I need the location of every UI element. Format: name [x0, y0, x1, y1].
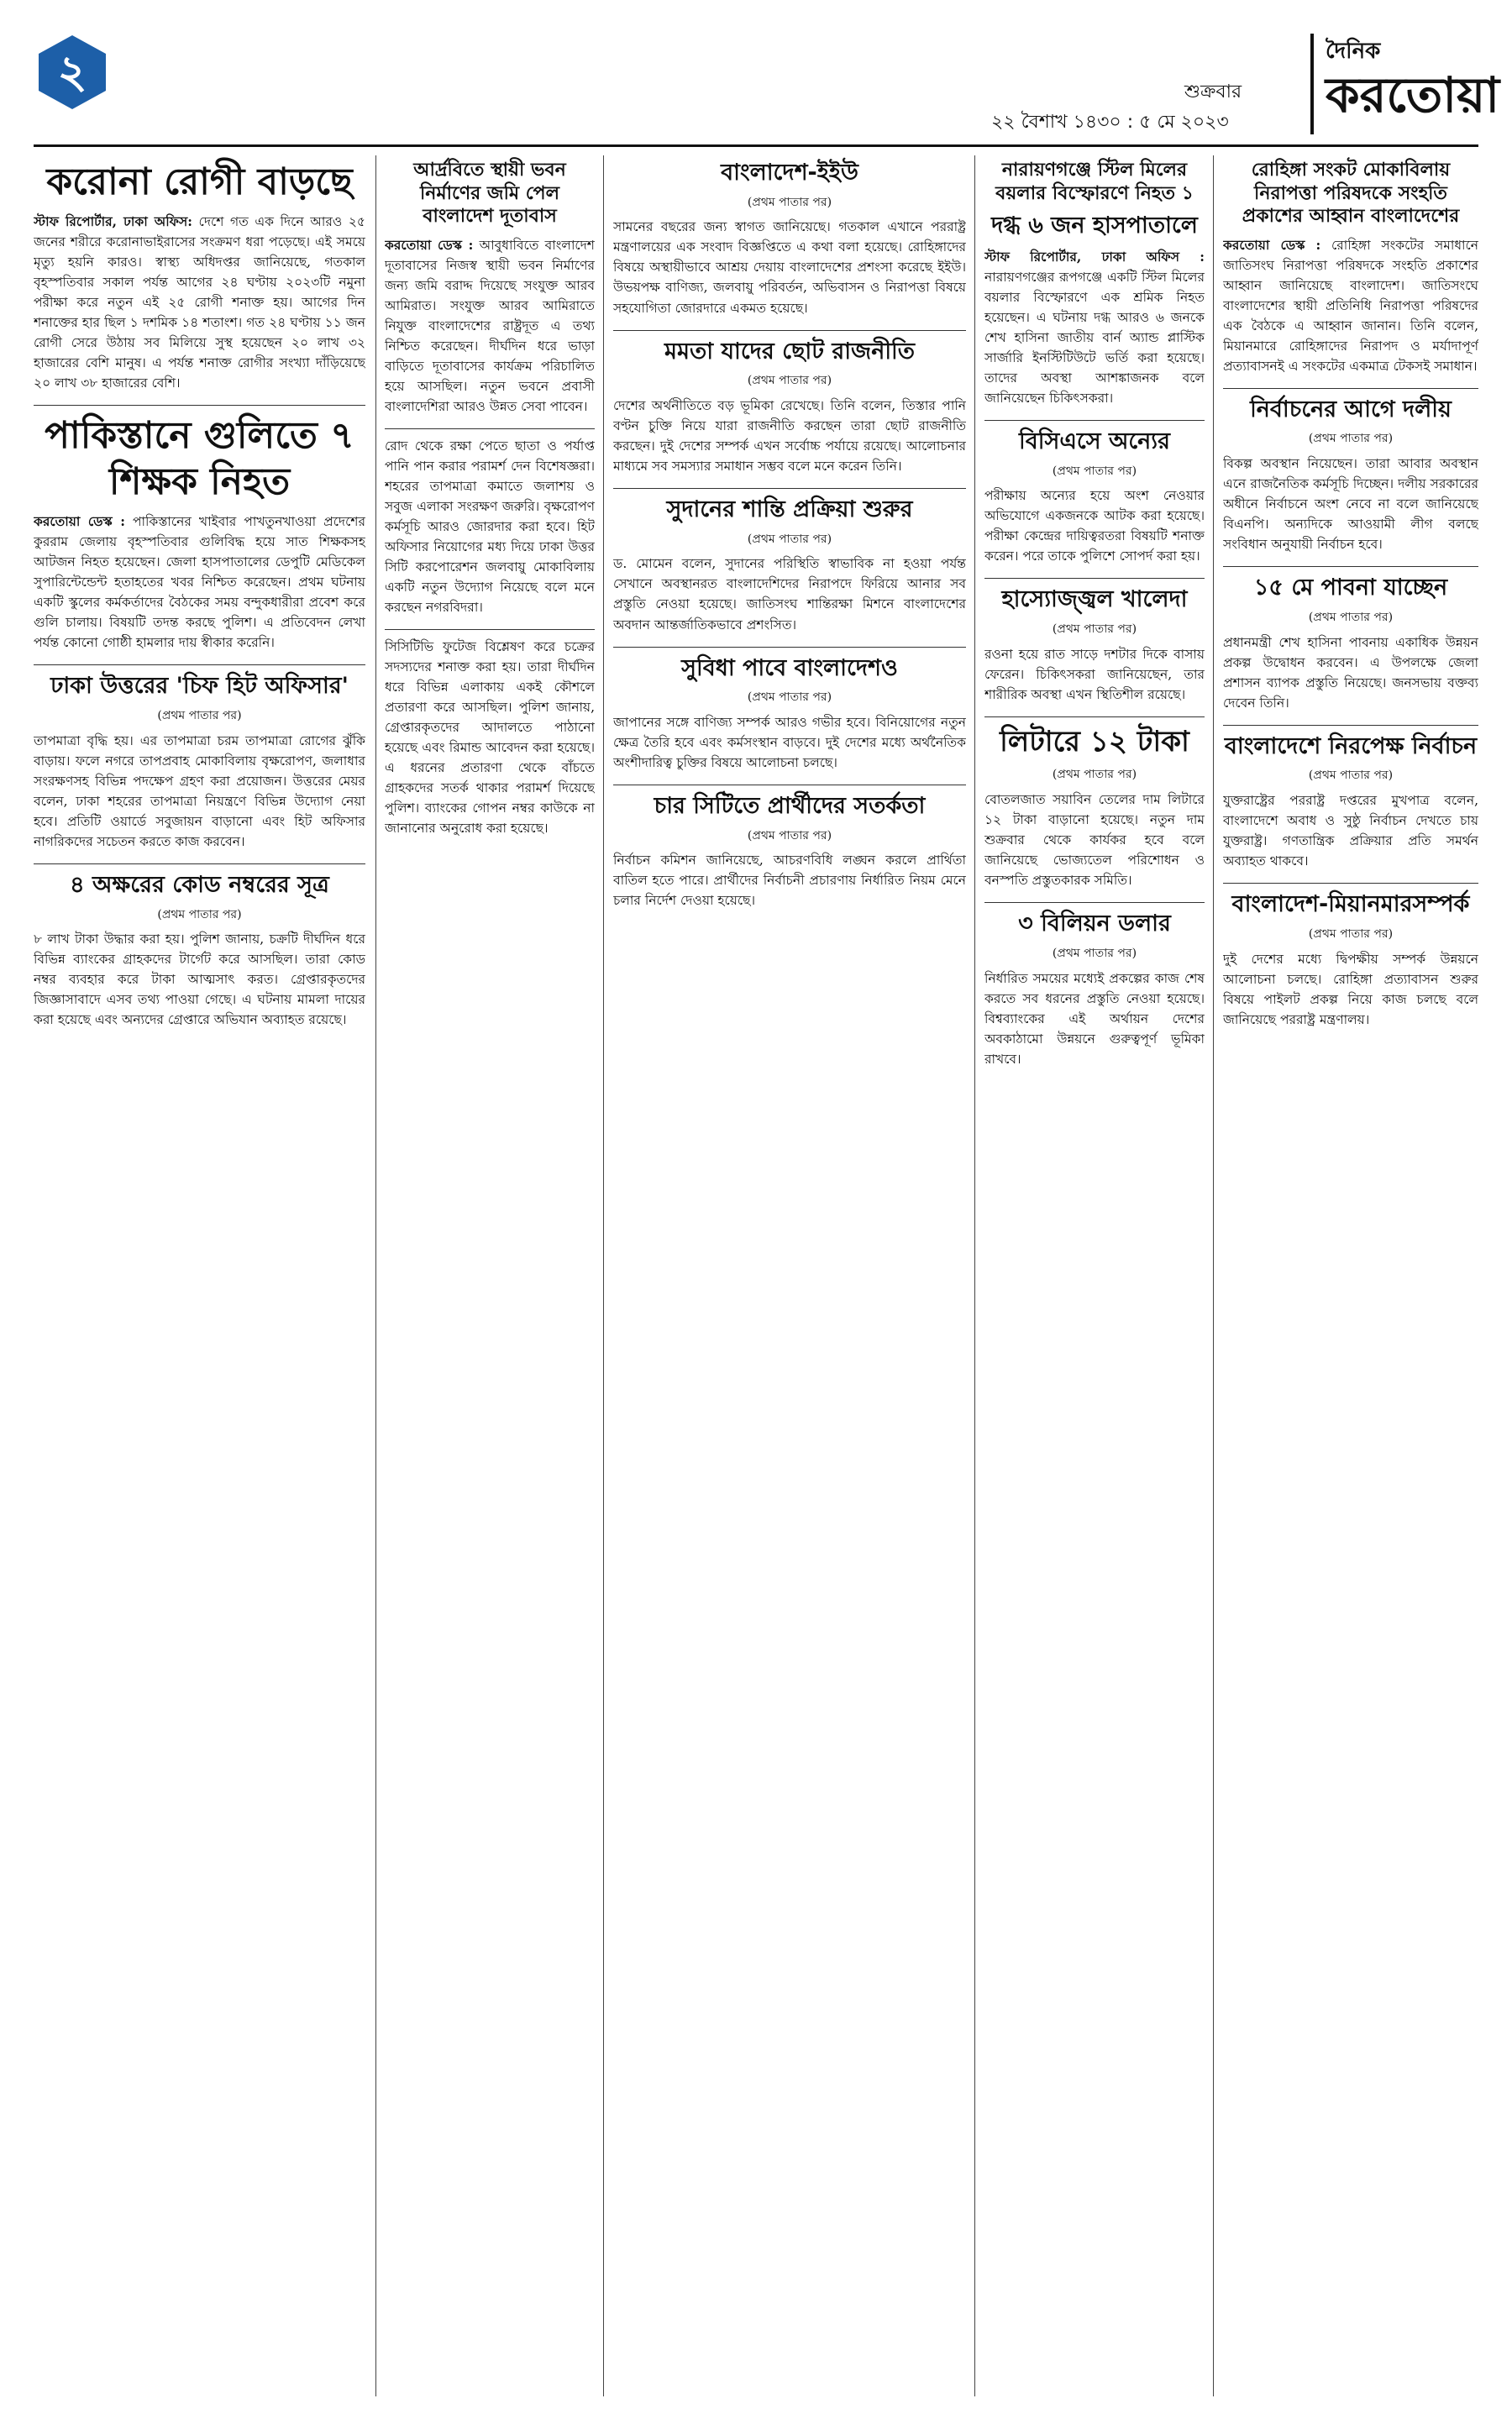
column-rule — [603, 155, 604, 2396]
article-body: প্রধানমন্ত্রী শেখ হাসিনা পাবনায় একাধিক উন্নয়ন প্রকল্প উদ্বোধন করবেন। এ উপলক্ষে জেলা প্রশাসন ব্যাপক প্রস্তুতি নিয়েছে। জনসভায় বক্তব্য দেবেন তিনি। — [1223, 634, 1478, 711]
headline: বিসিএসে অন্যের — [1019, 428, 1170, 454]
headline: করোনা রোগী বাড়ছে — [46, 160, 353, 203]
article-body: নির্বাচন কমিশন জানিয়েছে, আচরণবিধি লঙ্ঘন করলে প্রার্থিতা বাতিল হতে পারে। প্রার্থীদের নির্বাচনী প্রচারণায় নির্ধারিত নিয়ম মেনে চলার নির্দেশ দেওয়া হয়েছে। — [613, 853, 966, 909]
dateline: করতোয়া ডেস্ক : — [34, 513, 125, 530]
continued-note: (প্রথম পাতার পর) — [1308, 610, 1394, 624]
article-pabna — [1223, 574, 1478, 713]
continued-note: (প্রথম পাতার পর) — [1052, 464, 1137, 478]
issue-date: ২২ বৈশাখ ১৪৩০ : ৫ মে ২০২৩ — [991, 112, 1229, 133]
column-rule — [974, 155, 975, 2396]
article-body: তাপমাত্রা বৃদ্ধি হয়। এর তাপমাত্রা চরম তাপমাত্রা রোগের ঝুঁকি বাড়ায়। ফলে নগরে তাপপ্রবাহ মোকাবিলায় বৃক্ষরোপণ, জলাধার সংরক্ষণসহ বিভিন্ন পদক্ষেপ গ্রহণ করা প্রয়োজন। উত্তরের মেয়র বলেন, ঢাকা শহরের তাপমাত্রা নিয়ন্ত্রণে বিভিন্ন উদ্যোগ নেয়া হবে। প্রতিটি ওয়ার্ডে সবুজায়ন বাড়ানো এবং হিট অফিসার নাগরিকদের সচেতন করতে কাজ করবেন। — [34, 732, 365, 849]
article-body: জাপানের সঙ্গে বাণিজ্য সম্পর্ক আরও গভীর হবে। বিনিয়োগের নতুন ক্ষেত্র তৈরি হবে এবং কর্মসংস্থান বাড়বে। দুই দেশের মধ্যে অর্থনৈতিক অংশীদারিত্ব চুক্তির বিষয়ে আলোচনা চলছে। — [613, 714, 966, 770]
article-body: ড. মোমেন বলেন, সুদানের পরিস্থিতি স্বাভাবিক না হওয়া পর্যন্ত সেখানে অবস্থানরত বাংলাদেশিদের নিরাপদে ফিরিয়ে আনার সব প্রস্তুতি নেওয়া হয়েছে। জাতিসংঘ শান্তিরক্ষা মিশনে বাংলাদেশের অবদান আন্তর্জাতিকভাবে প্রশংসিত। — [613, 556, 966, 632]
column-4 — [984, 155, 1205, 2396]
continued-note: (প্রথম পাতার পর) — [157, 709, 242, 722]
article-body: পরীক্ষায় অন্যের হয়ে অংশ নেওয়ার অভিযোগে একজনকে আটক করা হয়েছে। পরীক্ষা কেন্দ্রের দায়িত্বরতরা বিষয়টি শনাক্ত করেন। পরে তাকে পুলিশে সোপর্দ করা হয়। — [984, 488, 1205, 564]
headline: বাংলাদেশ-মিয়ানমারসম্পর্ক — [1231, 891, 1470, 918]
column-2 — [385, 155, 595, 2396]
column-rule — [375, 155, 376, 2396]
page-number-badge — [34, 34, 111, 111]
article-code-number — [34, 871, 365, 1031]
article-myanmar — [1223, 890, 1478, 1030]
article-body: রওনা হয়ে রাত সাড়ে দশটার দিকে বাসায় ফেরেন। চিকিৎসকরা জানিয়েছেন, তার শারীরিক অবস্থা এখন স্থিতিশীল রয়েছে। — [984, 646, 1205, 702]
headline: ৩ বিলিয়ন ডলার — [1018, 911, 1171, 937]
dateline: স্টাফ রিপোর্টার, ঢাকা অফিস: — [34, 213, 192, 229]
masthead-title: করতোয়া — [1326, 66, 1500, 123]
headline: ১৫ মে পাবনা যাচ্ছেন — [1253, 575, 1448, 601]
continued-note: (প্রথম পাতার পর) — [747, 690, 832, 705]
article-four-city — [613, 792, 966, 911]
headline: ঢাকা উত্তরের 'চিফ হিট অফিসার' — [50, 673, 349, 700]
page-number: ২ — [57, 45, 87, 98]
headline: ৪ অক্ষরের কোড নম্বরের সূত্র — [70, 871, 329, 898]
column-rule — [1213, 155, 1214, 2396]
headline: নির্বাচনের আগে দলীয় — [1250, 396, 1452, 422]
continued-note: (প্রথম পাতার পর) — [157, 907, 242, 921]
continued-note: (প্রথম পাতার পর) — [747, 374, 832, 388]
headline: সুদানের শান্তি প্রক্রিয়া শুরুর — [666, 496, 913, 523]
article-body: নির্ধারিত সময়ের মধ্যেই প্রকল্পের কাজ শেষ করতে সব ধরনের প্রস্তুতি নেওয়া হয়েছে। বিশ্বব্যাংকের এই অর্থায়ন দেশের অবকাঠামো উন্নয়নে গুরুত্বপূর্ণ ভূমিকা রাখবে। — [984, 970, 1205, 1067]
headline: লিটারে ১২ টাকা — [1000, 724, 1189, 758]
article-body: আবুধাবিতে বাংলাদেশ দূতাবাসের নিজস্ব স্থায়ী ভবন নির্মাণের জন্য জমি বরাদ্দ দিয়েছে সংযুক্ত আরব আমিরাত। সংযুক্ত আরব আমিরাতে নিযুক্ত বাংলাদেশের রাষ্ট্রদূত এ তথ্য নিশ্চিত করেছেন। দীর্ঘদিন ধরে ভাড়া বাড়িতে দূতাবাসের কার্যক্রম পরিচালিত হয়ে আসছিল। নতুন ভবনে প্রবাসী বাংলাদেশিরা আরও উন্নত সেবা পাবেন। — [385, 237, 595, 414]
continued-note: (প্রথম পাতার পর) — [1308, 926, 1394, 941]
continued-note: (প্রথম পাতার পর) — [1308, 432, 1394, 446]
article-chief-hit — [34, 672, 365, 852]
article-neutral-election — [1223, 732, 1478, 872]
continued-note: (প্রথম পাতার পর) — [1052, 768, 1137, 782]
issue-day: শুক্রবার — [1184, 81, 1242, 102]
article-embassy-land — [385, 159, 595, 417]
continued-note: (প্রথম পাতার পর) — [747, 195, 832, 209]
headline: পাকিস্তানে গুলিতে ৭ শিক্ষক নিহত — [45, 414, 354, 504]
column-5 — [1223, 155, 1478, 2396]
article-body: বিকল্প অবস্থান নিয়েছেন। তারা আবার অবস্থান এনে রাজনৈতিক কর্মসূচি দিচ্ছেন। দলীয় সরকারের অধীনে নির্বাচনে অংশ নেবে না বলে জানিয়েছে বিএনপি। অন্যদিকে আওয়ামী লীগ বলছে সংবিধান অনুযায়ী নির্বাচন হবে। — [1223, 456, 1478, 553]
article-body: বোতলজাত সয়াবিন তেলের দাম লিটারে ১২ টাকা বাড়ানো হয়েছে। নতুন দাম শুক্রবার থেকে কার্যকর হবে বলে জানিয়েছে ভোজ্যতেল পরিশোধন ও বনস্পতি প্রস্তুতকারক সমিতি। — [984, 792, 1205, 889]
continued-note: (প্রথম পাতার পর) — [1308, 769, 1394, 783]
article-body: সামনের বছরের জন্য স্বাগত জানিয়েছে। গতকাল এখানে পররাষ্ট্র মন্ত্রণালয়ের এক সংবাদ বিজ্ঞপ্তিতে এ কথা বলা হয়েছে। রোহিঙ্গাদের বিষয়ে অস্থায়ীভাবে আশ্রয় দেয়ায় বাংলাদেশের প্রশংসা করেছে ইইউ। উভয়পক্ষ বাণিজ্য, জলবায়ু পরিবর্তন, অভিবাসন ও নিরাপত্তা বিষয়ে সহযোগিতা জোরদারে একমত হয়েছে। — [613, 219, 966, 316]
headline: আর্দ্রবিতে স্থায়ী ভবন নির্মাণের জমি পেল বাংলাদেশ দূতাবাস — [413, 160, 566, 227]
article-three-billion — [984, 910, 1205, 1069]
article-corona — [34, 159, 365, 393]
article-sudan — [613, 496, 966, 635]
article-body: নারায়ণগঞ্জের রূপগঞ্জে একটি স্টিল মিলের বয়লার বিস্ফোরণে এক শ্রমিক নিহত হয়েছেন। এ ঘটনায় দগ্ধ আরও ৬ জনকে শেখ হাসিনা জাতীয় বার্ন অ্যান্ড প্লাস্টিক সার্জারি ইনস্টিটিউটে ভর্তি করা হয়েছে। তাদের অবস্থা আশঙ্কাজনক বলে জানিয়েছেন চিকিৎসকরা। — [984, 269, 1205, 406]
continued-note: (প্রথম পাতার পর) — [747, 532, 832, 546]
article-body: পাকিস্তানের খাইবার পাখতুনখাওয়া প্রদেশের কুররাম জেলায় বৃহস্পতিবার গুলিবিদ্ধ হয়ে সাত শিক্ষকসহ আটজন নিহত হয়েছেন। জেলা হাসপাতালের ডেপুটি মেডিকেল সুপারিন্টেন্ডেন্ট হতাহতের খবর নিশ্চিত করেছেন। প্রথম ঘটনায় একটি স্কুলের কর্মকর্তাদের বৈঠকের সময় বন্দুকধারীরা প্রবেশ করে গুলি চালায়। বিষয়টি তদন্ত করছে পুলিশ। এ প্রতিবেদন লেখা পর্যন্ত কোনো গোষ্ঠী হামলার দায় স্বীকার করেনি। — [34, 514, 365, 651]
article-mamata — [613, 338, 966, 477]
headline: বাংলাদেশে নিরপেক্ষ নির্বাচন — [1224, 732, 1478, 759]
continued-note: (প্রথম পাতার পর) — [1052, 622, 1137, 637]
article-bcs — [984, 428, 1205, 567]
article-rohingya — [1223, 159, 1478, 376]
article-body: দেশে গত এক দিনে আরও ২৫ জনের শরীরে করোনাভাইরাসের সংক্রমণ ধরা পড়েছে। এই সময়ে মৃত্যু হয়নি কারও। স্বাস্থ্য অধিদপ্তর জানিয়েছে, গতকাল বৃহস্পতিবার সকাল পর্যন্ত আগের ২৪ ঘণ্টায় ২০২৩টি নমুনা পরীক্ষা করে নতুন এই ২৫ রোগী শনাক্ত হয়। আগের দিন শনাক্তের হার ছিল ১ দশমিক ১৪ শতাংশ। গত ২৪ ঘণ্টায় ১১ জন রোগী সেরে উঠায় সব মিলিয়ে সুস্থ হয়েছেন ২০ লাখ ৩২ হাজারের বেশি মানুষ। এ পর্যন্ত শনাক্ত রোগীর সংখ্যা দাঁড়িয়েছে ২০ লাখ ৩৮ হাজারের বেশি। — [34, 214, 365, 391]
article-chief-hit-continued — [385, 436, 595, 617]
article-facility — [613, 654, 966, 773]
column-1 — [34, 155, 365, 2396]
masthead — [1310, 34, 1500, 134]
article-body: ৮ লাখ টাকা উদ্ধার করা হয়। পুলিশ জানায়, চক্রটি দীর্ঘদিন ধরে বিভিন্ন ব্যাংকের গ্রাহকদের টার্গেট করে আসছিল। তারা কোড নম্বর ব্যবহার করে টাকা আত্মসাৎ করত। গ্রেপ্তারকৃতদের জিজ্ঞাসাবাদে এসব তথ্য পাওয়া গেছে। এ ঘটনায় মামলা দায়ের করা হয়েছে এবং অন্যদের গ্রেপ্তারে অভিযান অব্যাহত রয়েছে। — [34, 932, 365, 1028]
article-body: রোহিঙ্গা সংকটের সমাধানে জাতিসংঘ নিরাপত্তা পরিষদকে সংহতি প্রকাশের আহ্বান জানিয়েছে বাংলাদেশ। জাতিসংঘে বাংলাদেশের স্থায়ী প্রতিনিধি নিরাপত্তা পরিষদের এক বৈঠকে এ আহ্বান জানান। তিনি বলেন, মিয়ানমারে রোহিঙ্গাদের নিরাপদ ও মর্যাদাপূর্ণ প্রত্যাবাসনই এ সংকটের একমাত্র টেকসই সমাধান। — [1223, 237, 1478, 374]
article-body: যুক্তরাষ্ট্রের পররাষ্ট্র দপ্তরের মুখপাত্র বলেন, বাংলাদেশে অবাধ ও সুষ্ঠু নির্বাচন দেখতে চায় যুক্তরাষ্ট্র। গণতান্ত্রিক প্রক্রিয়ার প্রতি সমর্থন অব্যাহত থাকবে। — [1223, 793, 1478, 869]
continued-note: (প্রথম পাতার পর) — [747, 828, 832, 842]
article-litre — [984, 724, 1205, 890]
headline: মমতা যাদের ছোট রাজনীতি — [664, 338, 916, 365]
headline: বাংলাদেশ-ইইউ — [721, 160, 858, 186]
dateline: করতোয়া ডেস্ক : — [385, 236, 474, 253]
header-rule — [34, 144, 1478, 147]
masthead-small: দৈনিক — [1326, 39, 1381, 64]
kicker: নারায়ণগঞ্জে স্টিল মিলের বয়লার বিস্ফোরণে নিহত ১ — [995, 160, 1194, 204]
article-khaleda — [984, 585, 1205, 704]
article-boiler-blast — [984, 159, 1205, 408]
headline: রোহিঙ্গা সংকট মোকাবিলায় নিরাপত্তা পরিষদকে সংহতি প্রকাশের আহ্বান বাংলাদেশের — [1242, 160, 1460, 227]
article-body: সিসিটিভি ফুটেজ বিশ্লেষণ করে চক্রের সদস্যদের শনাক্ত করা হয়। তারা দীর্ঘদিন ধরে বিভিন্ন এলাকায় একই কৌশলে প্রতারণা করে আসছিল। পুলিশ জানায়, গ্রেপ্তারকৃতদের আদালতে পাঠানো হয়েছে এবং রিমান্ড আবেদন করা হয়েছে। এ ধরনের প্রতারণা থেকে বাঁচতে গ্রাহকদের সতর্ক থাকার পরামর্শ দিয়েছে পুলিশ। ব্যাংকের গোপন নম্বর কাউকে না জানানোর অনুরোধ করা হয়েছে। — [385, 638, 595, 836]
headline: হাস্যোজ্জ্বল খালেদা — [1001, 586, 1188, 613]
article-body: দুই দেশের মধ্যে দ্বিপক্ষীয় সম্পর্ক উন্নয়নে আলোচনা চলছে। রোহিঙ্গা প্রত্যাবাসন শুরুর বিষয়ে পাইলট প্রকল্প নিয়ে কাজ চলছে বলে জানিয়েছে পররাষ্ট্র মন্ত্রণালয়। — [1223, 951, 1478, 1027]
article-body: রোদ থেকে রক্ষা পেতে ছাতা ও পর্যাপ্ত পানি পান করার পরামর্শ দেন বিশেষজ্ঞরা। শহরের তাপমাত্রা কমাতে জলাশয় ও সবুজ এলাকা সংরক্ষণ জরুরি। বৃক্ষরোপণ কর্মসূচি আরও জোরদার করা হবে। হিট অফিসার নিয়োগের মধ্য দিয়ে ঢাকা উত্তর সিটি করপোরেশন জলবায়ু মোকাবিলায় একটি নতুন উদ্যোগ নিয়েছে বলে মনে করছেন নগরবিদরা। — [385, 438, 595, 615]
article-before-election — [1223, 396, 1478, 555]
headline: সুবিধা পাবে বাংলাদেশও — [681, 654, 898, 681]
article-body: দেশের অর্থনীতিতে বড় ভূমিকা রেখেছে। তিনি বলেন, তিস্তার পানি বণ্টন চুক্তি নিয়ে যারা রাজনীতি করছেন তারা ছোট রাজনীতি করছেন। দুই দেশের সম্পর্ক এখন সর্বোচ্চ পর্যায়ে রয়েছে। আলোচনার মাধ্যমে সব সমস্যার সমাধান সম্ভব বলে মনে করেন তিনি। — [613, 397, 966, 474]
continued-note: (প্রথম পাতার পর) — [1052, 946, 1137, 960]
article-pakistan — [34, 412, 365, 653]
dateline: করতোয়া ডেস্ক : — [1223, 236, 1321, 253]
headline: চার সিটিতে প্রার্থীদের সতর্কতা — [654, 793, 926, 819]
dateline: স্টাফ রিপোর্টার, ঢাকা অফিস : — [984, 248, 1205, 265]
headline: দগ্ধ ৬ জন হাসপাতালে — [991, 213, 1198, 239]
column-3 — [613, 155, 966, 2396]
article-code-number-continued — [385, 637, 595, 838]
article-bangladesh-eu — [613, 159, 966, 318]
